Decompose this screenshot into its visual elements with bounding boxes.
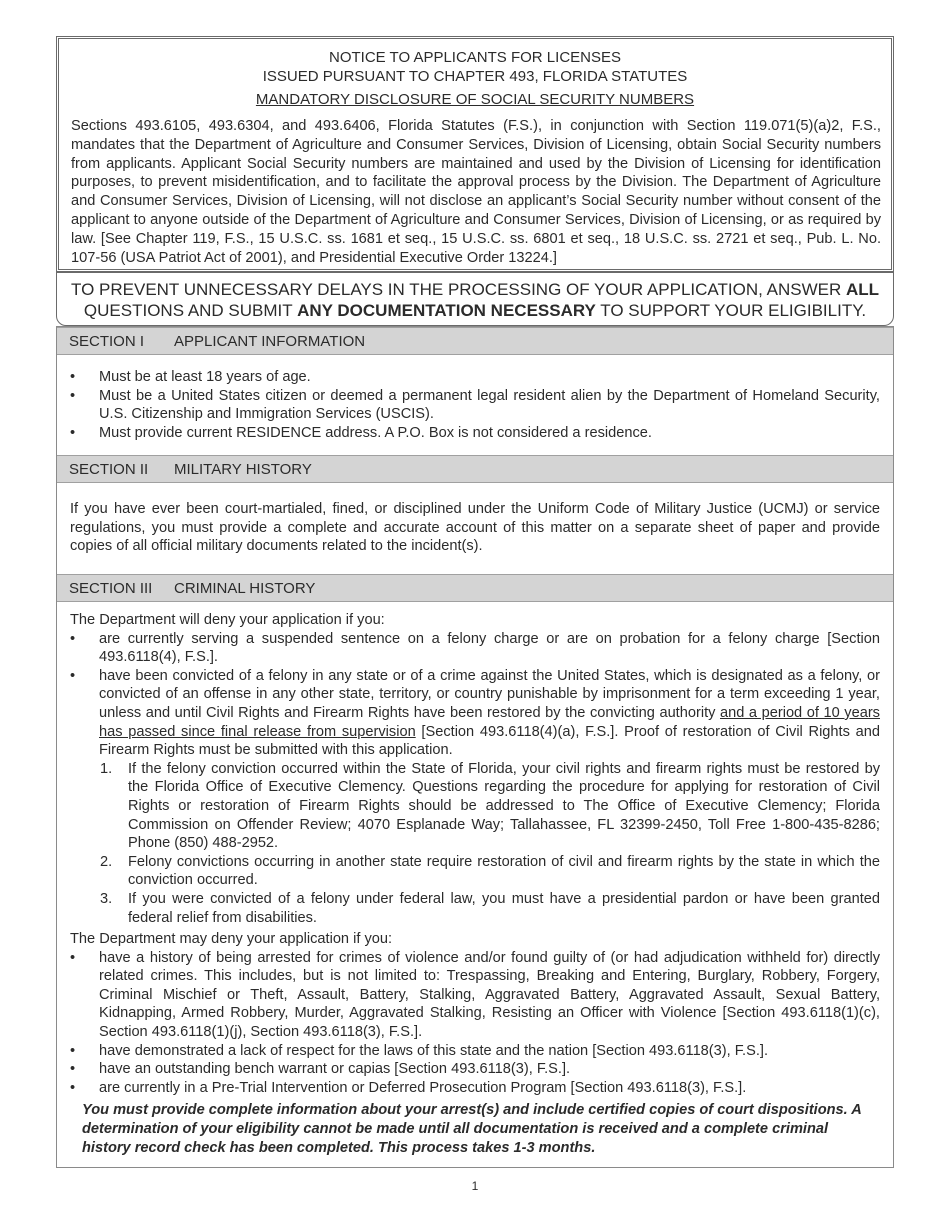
list-item: • Must be at least 18 years of age.: [70, 369, 311, 385]
list-item: • have demonstrated a lack of respect for the laws of this state and the nation [Section 493.6118(3), F.S.].: [70, 1042, 768, 1059]
bullet: •: [70, 424, 76, 441]
list-item: • Must be a United States citizen or deemed a permanent legal resident alien by the Department of Homeland Security, U.S. Citizenship and Immigration Services (USCIS).: [70, 387, 880, 423]
numbered-item: 2. Felony convictions occurring in another state require restoration of civil and firearm rights by the state in which the conviction occurred.: [100, 853, 880, 889]
section-3-number: SECTION III: [69, 580, 153, 597]
section-3-content: [70, 611, 880, 1097]
notice-box: [56, 36, 894, 272]
list-item: • have an outstanding bench warrant or capias [Section 493.6118(3), F.S.].: [70, 1061, 571, 1078]
section-1-title: APPLICANT INFORMATION: [174, 333, 366, 350]
list-item: • are currently serving a suspended sentence on a felony charge or are on probation for a felony charge [Section 493.6118(4), F.S.].: [70, 630, 880, 666]
bullet: •: [70, 369, 76, 385]
closing-statement: You must provide complete information about your arrest(s) and include certified copies of court dispositions. A determination of your eligibility cannot be made until all documentation is received and a complete criminal history record check has been completed. This process takes 1-3 months.: [82, 1102, 862, 1156]
bullet: •: [70, 949, 76, 966]
may-deny-intro: The Department may deny your application if you:: [70, 931, 393, 948]
warning-emphasis-all: ALL: [845, 280, 879, 299]
bullet: •: [70, 1042, 76, 1059]
bullet: •: [70, 630, 76, 647]
numbered-item: 1. If the felony conviction occurred within the State of Florida, your civil rights and firearm rights must be restored by the Florida Office of Executive Clemency. Questions regarding the procedure for applying for restoration of Civil Rights or restoration of Firearm Rights should be addressed to The Office of Executive Clemency; Florida Commission on Offender Review; 4070 Esplanade Way; Tallahassee, FL 32399-2450, Toll Free 1-800-435-8286; Phone (850) 488-2952.: [100, 760, 880, 852]
section-3-title: CRIMINAL HISTORY: [174, 580, 316, 597]
warning-text: TO SUPPORT YOUR ELIGIBILITY.: [595, 301, 867, 320]
numbered-item: 3. If you were convicted of a felony under federal law, you must have a presidential pardon or have been granted federal relief from disabilities.: [100, 890, 880, 926]
section-2-number: SECTION II: [69, 461, 149, 478]
list-item: • Must provide current RESIDENCE address. A P.O. Box is not considered a residence.: [70, 424, 652, 441]
section-2-body: If you have ever been court-martialed, fined, or disciplined under the Uniform Code of Military Justice (UCMJ) or service regulations, you must provide a complete and accurate account of this matter on a separate sheet of paper and provide copies of all official military documents related to the incident(s).: [70, 501, 880, 555]
section-1-number: SECTION I: [69, 333, 145, 350]
will-deny-intro: The Department will deny your application if you:: [70, 612, 385, 628]
section-3-header: [57, 574, 893, 602]
warning-emphasis-documentation: ANY DOCUMENTATION NECESSARY: [297, 301, 596, 320]
page-number: 1: [471, 1179, 479, 1193]
warning-text: TO PREVENT UNNECESSARY DELAYS IN THE PROCESSING OF YOUR APPLICATION, ANSWER: [71, 280, 846, 299]
warning-box: [56, 272, 894, 326]
section-2-title: MILITARY HISTORY: [174, 461, 312, 478]
warning-text: QUESTIONS AND SUBMIT: [83, 301, 298, 320]
notice-title-line1: NOTICE TO APPLICANTS FOR LICENSES: [328, 49, 622, 66]
bullet: •: [70, 667, 76, 684]
underlined-requirement: and a period of 10 years has passed since final release from supervision: [99, 704, 880, 740]
notice-title-line2: ISSUED PURSUANT TO CHAPTER 493, FLORIDA STATUTES: [262, 68, 688, 85]
bullet: •: [70, 387, 76, 404]
sections-box: [56, 326, 894, 1168]
list-item: • are currently in a Pre-Trial Intervention or Deferred Prosecution Program [Section 493.6118(3), F.S.].: [70, 1079, 747, 1096]
notice-subtitle: MANDATORY DISCLOSURE OF SOCIAL SECURITY NUMBERS: [255, 91, 695, 108]
section-1-header: [57, 327, 893, 355]
bullet: •: [70, 1061, 76, 1078]
bullet: •: [70, 1079, 76, 1096]
list-item: • have been convicted of a felony in any state or of a crime against the United States, which is designated as a felony, or convicted of an offense in any other state, territory, or country punishable by imprisonment for a term exceeding 1 year, unless and until Civil Rights and Firearm Rights have been restored by the convicting authority and a period of 10 years has passed since final release from supervision [Section 493.6118(4)(a), F.S.]. Proof of restoration of Civil Rights and Firearm Rights must be submitted with this application.: [70, 667, 880, 759]
notice-body: Sections 493.6105, 493.6304, and 493.6406, Florida Statutes (F.S.), in conjunction with Section 119.071(5)(a)2, F.S., mandates that the Department of Agriculture and Consumer Services, Division of Licensing, obtain Social Security numbers from applicants. Applicant Social Security numbers are maintained and used by the Division of Licensing for identification purposes, to prevent misidentification, and to facilitate the approval process by the Division. The Department of Agriculture and Consumer Services, Division of Licensing, will not disclose an applicant’s Social Security number without consent of the applicant to anyone outside of the Department of Agriculture and Consumer Services, Division of Licensing, or as required by law. [See Chapter 119, F.S., 15 U.S.C. ss. 1681 et seq., 15 U.S.C. ss. 6801 et seq., 18 U.S.C. ss. 2721 et seq., Pub. L. No. 107-56 (USA Patriot Act of 2001), and Presidential Executive Order 13224.]: [71, 118, 881, 266]
section-1-list: [70, 368, 880, 442]
section-2-header: [57, 455, 893, 483]
list-item: • have a history of being arrested for crimes of violence and/or found guilty of (or had adjudication withheld for) directly related crimes. This includes, but is not limited to: Trespassing, Breaking and Entering, Burglary, Robbery, Forgery, Criminal Mischief or Theft, Assault, Battery, Stalking, Aggravated Battery, Aggravated Assault, Sexual Battery, Kidnapping, Armed Robbery, Murder, Aggravated Stalking, Resisting an Officer with Violence [Section 493.6118(1)(c), Section 493.6118(1)(j), Section 493.6118(3), F.S.].: [70, 949, 880, 1041]
